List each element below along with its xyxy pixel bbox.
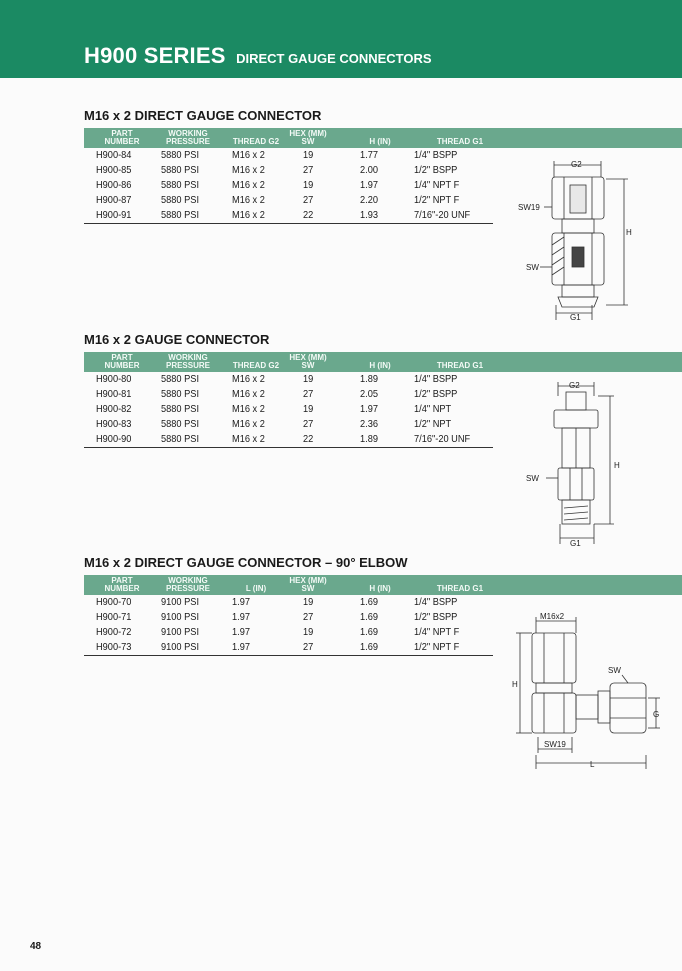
table-row [84,610,493,625]
label-g: G [653,710,660,719]
cell-working-pressure: 5880 PSI [161,194,200,206]
table-row [84,163,493,178]
cell-col-3: M16 x 2 [232,403,265,415]
diagram-direct-gauge-connector [514,155,644,325]
header-working-pressure-line2: PRESSURE [165,137,210,146]
cell-thread-g1: 7/16"-20 UNF [414,433,471,445]
label-sw19: SW19 [518,203,540,212]
table-row [84,372,493,387]
label-h: H [512,680,518,689]
cell-hex-sw: 27 [303,418,314,430]
header-part-number-line1: PART [111,576,133,585]
table-body [84,148,493,224]
header-thread-g1-line2: THREAD G1 [436,584,484,593]
cell-col-3: M16 x 2 [232,179,265,191]
label-g2: G2 [571,160,582,169]
label-sw: SW [608,666,621,675]
header-thread-g1-line2: THREAD G1 [436,137,484,146]
header-height-line2: H (IN) [369,584,391,593]
table-row [84,432,493,447]
series-subtitle: DIRECT GAUGE CONNECTORS [236,51,432,66]
table-row [84,417,493,432]
header-part-number-line2: NUMBER [104,137,140,146]
label-l: L [590,760,595,769]
cell-col-3: 1.97 [232,596,250,608]
cell-hex-sw: 27 [303,388,314,400]
table-header [84,575,682,595]
table-row [84,148,493,163]
header-thread-g1-line2: THREAD G1 [436,361,484,370]
cell-part-number: H900-84 [96,149,132,161]
cell-col-3: M16 x 2 [232,373,265,385]
cell-hex-sw: 27 [303,611,314,623]
cell-hex-sw: 19 [303,626,314,638]
cell-working-pressure: 9100 PSI [161,611,200,623]
cell-height: 2.05 [360,388,378,400]
cell-col-3: M16 x 2 [232,164,265,176]
cell-part-number: H900-73 [96,641,132,653]
cell-hex-sw: 27 [303,641,314,653]
label-sw19: SW19 [544,740,566,749]
cell-working-pressure: 9100 PSI [161,641,200,653]
cell-col-3: M16 x 2 [232,433,265,445]
cell-part-number: H900-71 [96,611,132,623]
cell-height: 1.77 [360,149,378,161]
header-hex-sw-line1: HEX (MM) [289,129,327,138]
cell-hex-sw: 19 [303,373,314,385]
cell-part-number: H900-70 [96,596,132,608]
cell-part-number: H900-83 [96,418,132,430]
cell-thread-g1: 1/2" NPT F [414,641,460,653]
label-sw: SW [526,474,539,483]
header-working-pressure-line1: WORKING [168,576,208,585]
cell-col-3: M16 x 2 [232,418,265,430]
header-hex-sw-line1: HEX (MM) [289,576,327,585]
header-working-pressure-line2: PRESSURE [165,584,210,593]
cell-col-3: M16 x 2 [232,149,265,161]
cell-thread-g1: 1/2" BSPP [414,611,458,623]
cell-part-number: H900-80 [96,373,132,385]
cell-thread-g1: 1/4" NPT F [414,179,460,191]
section-title: M16 x 2 DIRECT GAUGE CONNECTOR – 90° ELBOW [84,555,408,570]
cell-working-pressure: 5880 PSI [161,388,200,400]
table-row [84,595,493,610]
label-g1: G1 [570,539,581,548]
cell-working-pressure: 9100 PSI [161,626,200,638]
cell-thread-g1: 1/2" BSPP [414,164,458,176]
table-body [84,372,493,448]
section-title: M16 x 2 DIRECT GAUGE CONNECTOR [84,108,322,123]
cell-hex-sw: 22 [303,433,314,445]
cell-col-3: M16 x 2 [232,194,265,206]
header-part-number-line1: PART [111,353,133,362]
cell-height: 1.69 [360,596,378,608]
cell-thread-g1: 1/4" NPT [414,403,452,415]
cell-height: 1.69 [360,626,378,638]
cell-hex-sw: 27 [303,164,314,176]
cell-height: 1.69 [360,641,378,653]
cell-thread-g1: 1/4" BSPP [414,373,458,385]
table-row [84,193,493,208]
cell-thread-g1: 1/4" NPT F [414,626,460,638]
cell-height: 1.97 [360,179,378,191]
cell-col-3: M16 x 2 [232,209,265,221]
cell-height: 1.89 [360,433,378,445]
cell-hex-sw: 19 [303,179,314,191]
cell-col-3: M16 x 2 [232,388,265,400]
section-title: M16 x 2 GAUGE CONNECTOR [84,332,270,347]
cell-working-pressure: 5880 PSI [161,373,200,385]
header-col-3-line2: THREAD G2 [232,361,280,370]
table-row [84,387,493,402]
header-working-pressure-line1: WORKING [168,353,208,362]
label-g2: G2 [569,381,580,390]
cell-height: 2.00 [360,164,378,176]
diagram-elbow-connector [510,603,670,773]
table-header [84,352,682,372]
header-height-line2: H (IN) [369,361,391,370]
header-part-number-line1: PART [111,129,133,138]
cell-part-number: H900-72 [96,626,132,638]
cell-hex-sw: 19 [303,403,314,415]
diagram-gauge-connector [514,378,644,550]
cell-working-pressure: 5880 PSI [161,149,200,161]
cell-thread-g1: 1/2" BSPP [414,388,458,400]
table-row [84,640,493,655]
header-working-pressure-line2: PRESSURE [165,361,210,370]
cell-height: 1.89 [360,373,378,385]
page-number: 48 [30,941,42,952]
cell-part-number: H900-81 [96,388,132,400]
cell-col-3: 1.97 [232,611,250,623]
header-part-number-line2: NUMBER [104,361,140,370]
cell-working-pressure: 5880 PSI [161,433,200,445]
header-part-number-line2: NUMBER [104,584,140,593]
cell-part-number: H900-87 [96,194,132,206]
table-row [84,625,493,640]
label-m16x2: M16x2 [540,612,565,621]
header-hex-sw-line1: HEX (MM) [289,353,327,362]
cell-thread-g1: 1/4" BSPP [414,596,458,608]
cell-working-pressure: 9100 PSI [161,596,200,608]
cell-thread-g1: 1/4" BSPP [414,149,458,161]
table-row [84,208,493,223]
header-hex-sw-line2: SW [301,137,315,146]
header-banner [0,0,682,78]
label-g1: G1 [570,313,581,322]
cell-thread-g1: 7/16"-20 UNF [414,209,471,221]
cell-col-3: 1.97 [232,626,250,638]
cell-part-number: H900-90 [96,433,132,445]
label-h: H [614,461,620,470]
header-working-pressure-line1: WORKING [168,129,208,138]
table-row [84,402,493,417]
label-sw: SW [526,263,539,272]
cell-working-pressure: 5880 PSI [161,209,200,221]
series-title: H900 SERIES [84,43,226,68]
cell-hex-sw: 22 [303,209,314,221]
cell-height: 1.97 [360,403,378,415]
page-title [84,43,432,69]
cell-working-pressure: 5880 PSI [161,179,200,191]
header-hex-sw-line2: SW [301,361,315,370]
label-h: H [626,228,632,237]
table-header [84,128,682,148]
cell-part-number: H900-85 [96,164,132,176]
cell-working-pressure: 5880 PSI [161,418,200,430]
header-col-3-line2: THREAD G2 [232,137,280,146]
table-body [84,595,493,656]
cell-thread-g1: 1/2" NPT F [414,194,460,206]
cell-part-number: H900-86 [96,179,132,191]
cell-thread-g1: 1/2" NPT [414,418,452,430]
cell-part-number: H900-91 [96,209,132,221]
cell-height: 2.36 [360,418,378,430]
cell-working-pressure: 5880 PSI [161,403,200,415]
cell-part-number: H900-82 [96,403,132,415]
header-col-3-line2: L (IN) [245,584,267,593]
header-height-line2: H (IN) [369,137,391,146]
cell-hex-sw: 27 [303,194,314,206]
cell-height: 1.69 [360,611,378,623]
cell-height: 1.93 [360,209,378,221]
cell-hex-sw: 19 [303,596,314,608]
cell-col-3: 1.97 [232,641,250,653]
table-row [84,178,493,193]
header-hex-sw-line2: SW [301,584,315,593]
cell-working-pressure: 5880 PSI [161,164,200,176]
cell-hex-sw: 19 [303,149,314,161]
cell-height: 2.20 [360,194,378,206]
